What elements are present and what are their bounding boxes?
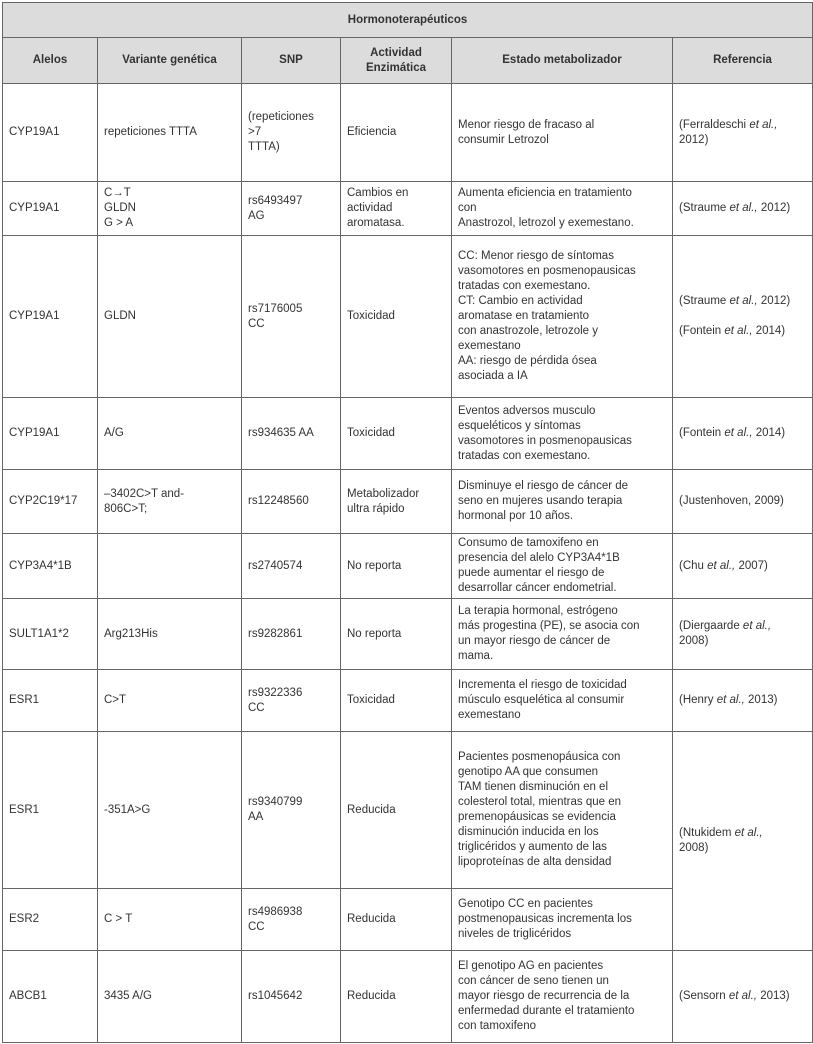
cell-referencia [673, 84, 813, 182]
cell-estado: Disminuye el riesgo de cáncer de seno en mujeres usando terapia hormonal por 10 años. [452, 470, 673, 534]
reference-text: et al., [724, 427, 753, 439]
reference-text: 2012) [760, 295, 791, 307]
cell-actividad: No reporta [341, 599, 452, 670]
table-title: Hormonoterapéuticos [3, 3, 813, 38]
hormonoterapeuticos-table [2, 2, 813, 1043]
cell-snp: (repeticiones >7 TTTA) [242, 84, 341, 182]
table-row [3, 470, 813, 534]
cell-estado: La terapia hormonal, estrógeno más progestina (PE), se asocia con un mayor riesgo de cáncer de mama. [452, 599, 673, 670]
reference-text: (Ferraldeschi [679, 118, 750, 131]
cell-estado: Eventos adversos musculo esqueléticos y síntomas vasomotores in posmenopausicas tratadas con exemestano. [452, 398, 673, 470]
cell-referencia [673, 534, 813, 599]
cell-referencia [673, 599, 813, 670]
reference-text: et al., [742, 620, 772, 632]
cell-referencia [673, 470, 813, 534]
reference-text: et al., [707, 559, 736, 572]
cell-variante: –3402C>T and- 806C>T; [98, 470, 242, 534]
reference-text: 2008) [679, 635, 709, 647]
cell-estado: Consumo de tamoxifeno en presencia del alelo CYP3A4*1B puede aumentar el riesgo de desarrollar cáncer endometrial. [452, 534, 673, 599]
reference-text: 2012) [757, 202, 791, 214]
cell-referencia [673, 951, 813, 1043]
table-row [3, 182, 813, 236]
cell-snp: rs2740574 [242, 534, 341, 599]
column-header-snp: SNP [242, 38, 341, 84]
cell-alelo: SULT1A1*2 [3, 599, 98, 670]
reference-text: (Fontein [679, 325, 725, 337]
cell-actividad: Reducida [341, 732, 452, 889]
cell-variante: C>T [98, 670, 242, 732]
cell-estado: Aumenta eficiencia en tratamiento con Anastrozol, letrozol y exemestano. [452, 182, 673, 236]
cell-actividad: Toxicidad [341, 398, 452, 470]
table-row [3, 534, 813, 599]
cell-variante: C→T GLDN G > A [98, 182, 242, 236]
reference-text: 2014) [752, 427, 786, 439]
table-row [3, 670, 813, 732]
reference-text: (Ntukidem [679, 827, 735, 839]
reference-text: et al., [728, 990, 757, 1002]
reference-text: et al., [724, 325, 753, 337]
column-header-alelos: Alelos [3, 38, 98, 84]
cell-alelo: CYP19A1 [3, 84, 98, 182]
reference-text: 2008) [679, 842, 709, 854]
cell-snp: rs4986938 CC [242, 889, 341, 951]
table-row [3, 236, 813, 398]
cell-referencia [673, 732, 813, 951]
column-header-referencia: Referencia [673, 38, 813, 84]
reference-text: (Straume [679, 295, 730, 307]
cell-estado: El genotipo AG en pacientes con cáncer de seno tienen un mayor riesgo de recurrencia de la enfermedad durante el tratamiento con tamoxifeno [452, 951, 673, 1043]
cell-alelo: ESR1 [3, 732, 98, 889]
table-row [3, 732, 813, 889]
reference-text: et al., [729, 202, 758, 214]
cell-actividad: Toxicidad [341, 236, 452, 398]
cell-snp: rs9282861 [242, 599, 341, 670]
reference-text: 2012) [679, 133, 709, 146]
reference-text: et al., [716, 694, 745, 706]
cell-actividad: Reducida [341, 951, 452, 1043]
cell-alelo: ABCB1 [3, 951, 98, 1043]
cell-variante: 3435 A/G [98, 951, 242, 1043]
cell-alelo: ESR2 [3, 889, 98, 951]
reference-text: (Henry [679, 694, 717, 706]
reference-text: (Chu [679, 559, 708, 572]
cell-alelo: CYP19A1 [3, 182, 98, 236]
column-header-actividad: Actividad Enzimática [341, 38, 452, 84]
table-row [3, 84, 813, 182]
cell-actividad: No reporta [341, 534, 452, 599]
cell-estado: Genotipo CC en pacientes postmenopausicas incrementa los niveles de triglicéridos [452, 889, 673, 951]
cell-variante: C > T [98, 889, 242, 951]
cell-alelo: CYP19A1 [3, 398, 98, 470]
cell-actividad: Cambios en actividad aromatasa. [341, 182, 452, 236]
cell-variante: GLDN [98, 236, 242, 398]
cell-referencia [673, 398, 813, 470]
cell-estado: Menor riesgo de fracaso al consumir Letrozol [452, 84, 673, 182]
reference-text: et al., [734, 827, 763, 839]
cell-variante: A/G [98, 398, 242, 470]
cell-estado: CC: Menor riesgo de síntomas vasomotores en posmenopausicas tratadas con exemestano. CT: Cambio en actividad aromatase en tratamiento con anastrozole, letrozole y exemestano AA: riesgo de pérdida ósea asociada a IA [452, 236, 673, 398]
reference-text: et al., [729, 295, 758, 307]
reference-text: 2007) [735, 559, 768, 572]
cell-snp: rs9340799 AA [242, 732, 341, 889]
cell-actividad: Toxicidad [341, 670, 452, 732]
cell-alelo: CYP3A4*1B [3, 534, 98, 599]
cell-estado: Pacientes posmenopáusica con genotipo AA que consumen TAM tienen disminución en el colesterol total, mientras que en premenopáusicas se evidencia disminución inducida en los triglicéridos y aumento de las lipoproteínas de alta densidad [452, 732, 673, 889]
cell-actividad: Metabolizador ultra rápido [341, 470, 452, 534]
cell-estado: Incrementa el riesgo de toxicidad músculo esquelética al consumir exemestano [452, 670, 673, 732]
cell-snp: rs12248560 [242, 470, 341, 534]
reference-text: (Diergaarde [679, 620, 743, 632]
cell-variante: Arg213His [98, 599, 242, 670]
cell-variante: repeticiones TTTA [98, 84, 242, 182]
cell-variante [98, 534, 242, 599]
cell-referencia [673, 670, 813, 732]
reference-text: (Straume [679, 202, 730, 214]
cell-snp: rs1045642 [242, 951, 341, 1043]
cell-snp: rs9322336 CC [242, 670, 341, 732]
reference-text: 2014) [752, 325, 786, 337]
column-header-estado: Estado metabolizador [452, 38, 673, 84]
cell-actividad: Reducida [341, 889, 452, 951]
cell-snp: rs934635 AA [242, 398, 341, 470]
table-row [3, 398, 813, 470]
cell-referencia [673, 236, 813, 398]
cell-alelo: CYP2C19*17 [3, 470, 98, 534]
cell-variante: -351A>G [98, 732, 242, 889]
table-row [3, 951, 813, 1043]
cell-alelo: CYP19A1 [3, 236, 98, 398]
cell-referencia [673, 182, 813, 236]
reference-text: 2013) [757, 990, 790, 1002]
cell-actividad: Eficiencia [341, 84, 452, 182]
reference-text: (Sensorn [679, 990, 729, 1002]
reference-text: et al., [749, 118, 778, 131]
cell-snp: rs6493497 AG [242, 182, 341, 236]
cell-alelo: ESR1 [3, 670, 98, 732]
cell-snp: rs7176005 CC [242, 236, 341, 398]
column-header-variante: Variante genética [98, 38, 242, 84]
reference-text: (Fontein [679, 427, 725, 439]
table-row [3, 599, 813, 670]
reference-text: 2013) [744, 694, 778, 706]
reference-text: (Justenhoven, 2009) [679, 495, 784, 507]
